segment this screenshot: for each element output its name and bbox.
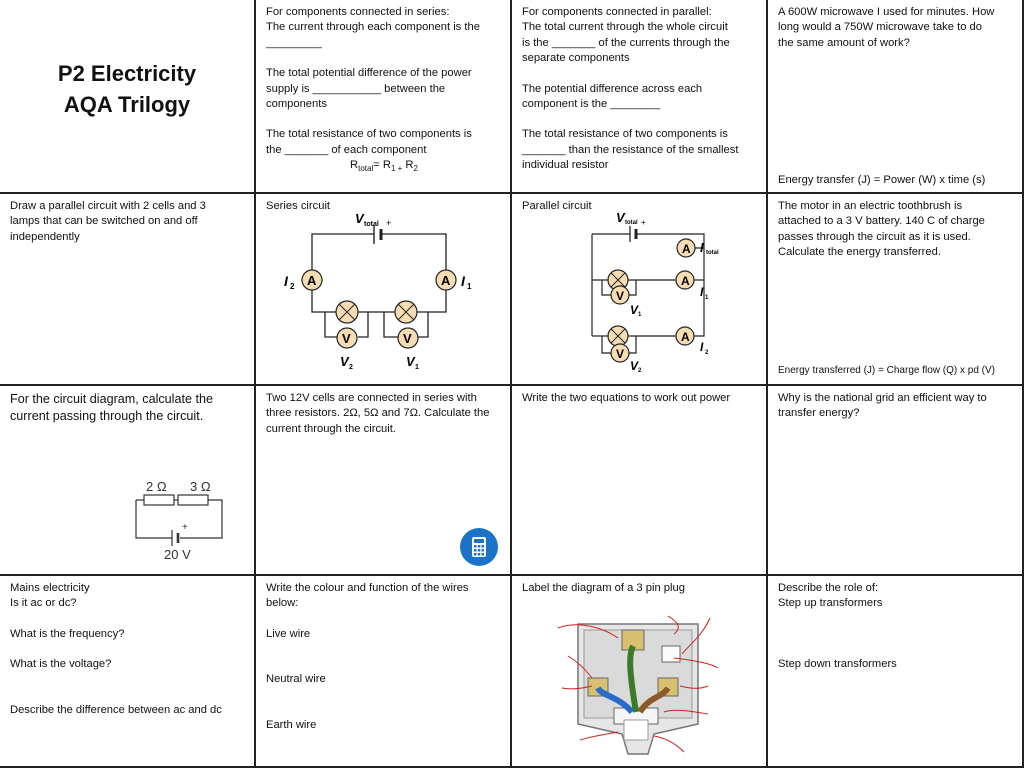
- text-line: transfer energy?: [778, 407, 860, 420]
- text-line: long would a 750W microwave take to do: [778, 21, 982, 34]
- resistor-3-ohm: [178, 495, 208, 505]
- title-cell: [0, 0, 256, 194]
- text-line: _________: [266, 36, 322, 49]
- supply-label: 20 V: [164, 547, 191, 560]
- step-up-label: Step up transformers: [778, 597, 883, 610]
- svg-text:V: V: [616, 347, 625, 361]
- text-line: supply is ___________ between the: [266, 82, 446, 95]
- series-circuit-diagram: [262, 214, 502, 384]
- svg-text:V: V: [403, 331, 412, 346]
- text-line: Write the two equations to work out power: [522, 392, 731, 404]
- lamp-1: [336, 301, 358, 323]
- mains-cell: [0, 576, 256, 768]
- svg-text:A: A: [307, 273, 317, 288]
- lamp-branch-2: [608, 326, 628, 346]
- text-line: lamps that can be switched on and off: [10, 215, 198, 228]
- voltmeter-2: [398, 328, 418, 348]
- text-line: Calculate the energy transferred.: [778, 246, 941, 259]
- svg-text:+: +: [182, 522, 188, 533]
- text-line: separate components: [522, 52, 630, 65]
- svg-text:total: total: [706, 250, 719, 256]
- text-line: _______ than the resistance of the smallest: [522, 143, 739, 156]
- svg-text:A: A: [682, 242, 691, 256]
- v2-label: V: [340, 354, 349, 369]
- text-line: The motor in an electric toothbrush is: [778, 200, 963, 212]
- parallel-circuit-diagram: [518, 208, 758, 378]
- text-line: passes through the circuit as it is used.: [778, 230, 971, 243]
- text-line: Is it ac or dc?: [10, 597, 77, 610]
- text-line: current passing through the circuit.: [10, 409, 204, 423]
- parallel-circuit-heading: Parallel circuit: [522, 200, 592, 212]
- text-line: The total potential difference of the power: [266, 67, 472, 80]
- transformer-cell: [768, 576, 1024, 768]
- svg-text:1: 1: [415, 364, 419, 371]
- text-line: A 600W microwave I used for minutes. How: [778, 6, 995, 18]
- parallel-facts-cell: [512, 0, 768, 194]
- text-line: Write the colour and function of the wires: [266, 582, 469, 594]
- text-line: The potential difference across each: [522, 82, 703, 95]
- text-line: Draw a parallel circuit with 2 cells and 3: [10, 200, 206, 212]
- text-line: the same amount of work?: [778, 36, 910, 49]
- svg-text:V: V: [630, 303, 639, 317]
- three-pin-plug-diagram: [558, 616, 718, 756]
- text-line: The current through each component is the: [266, 21, 480, 34]
- resistor-circuit-diagram: [124, 480, 234, 560]
- calculator-button[interactable]: [460, 528, 498, 566]
- r1-label: 2 Ω: [146, 480, 167, 494]
- vtotal-label: V: [355, 214, 364, 226]
- ammeter-branch-2: [676, 327, 694, 345]
- svg-text:I: I: [700, 340, 704, 354]
- text-line: For components connected in parallel:: [522, 6, 712, 18]
- ammeter-branch-1: [676, 271, 694, 289]
- wires-cell: [256, 576, 512, 768]
- series-circuit-heading: Series circuit: [266, 200, 331, 212]
- energy-equation: Energy transfer (J) = Power (W) x time (s): [778, 173, 986, 186]
- svg-text:I: I: [700, 285, 704, 299]
- text-line: Mains electricity: [10, 582, 90, 594]
- resistor-2-ohm: [144, 495, 174, 505]
- current-calc-cell: [0, 386, 256, 576]
- vtotal-label: V: [616, 210, 625, 225]
- text-line: The total resistance of two components is: [266, 128, 472, 141]
- text-line: current through the circuit.: [266, 422, 396, 435]
- text-line: is the _______ of the currents through the: [522, 36, 730, 49]
- text-line: components: [266, 98, 327, 111]
- text-line: Describe the difference between ac and dc: [10, 703, 222, 716]
- ammeter-left: [302, 270, 322, 290]
- text-line: the _______ of each component: [266, 143, 427, 156]
- neutral-wire-label: Neutral wire: [266, 673, 326, 686]
- plus-sign: +: [386, 218, 392, 228]
- power-cell: [512, 386, 768, 576]
- svg-text:1: 1: [467, 282, 472, 291]
- text-line: The total resistance of two components is: [522, 128, 728, 141]
- ammeter-right: [436, 270, 456, 290]
- vtotal-sub: total: [364, 221, 379, 228]
- text-line: Why is the national grid an efficient way to: [778, 392, 987, 404]
- svg-text:2: 2: [290, 282, 295, 291]
- text-line: attached to a 3 V battery. 140 C of charge: [778, 215, 985, 228]
- text-line: The total current through the whole circuit: [522, 21, 728, 34]
- charge-equation: Energy transferred (J) = Charge flow (Q) x pd (V): [778, 364, 996, 376]
- parallel-circuit-cell: [512, 194, 768, 386]
- svg-text:2: 2: [705, 350, 709, 356]
- svg-text:1: 1: [705, 295, 709, 301]
- text-line: Two 12V cells are connected in series with: [266, 392, 477, 404]
- page-title: [0, 58, 254, 120]
- r2-label: 3 Ω: [190, 480, 211, 494]
- text-line: below:: [266, 597, 299, 610]
- text-line: Describe the role of:: [778, 582, 879, 594]
- series-facts-cell: [256, 0, 512, 194]
- svg-text:+: +: [641, 218, 646, 227]
- title-line1: P2 Electricity: [57, 61, 197, 86]
- voltmeter-branch-1: [611, 286, 629, 304]
- step-down-label: Step down transformers: [778, 657, 897, 670]
- i1-label: I: [461, 273, 465, 289]
- series-circuit-cell: [256, 194, 512, 386]
- i2-label: I: [284, 273, 288, 289]
- toothbrush-cell: [768, 194, 1024, 386]
- microwave-cell: [768, 0, 1024, 194]
- svg-text:I: I: [700, 240, 704, 255]
- svg-text:A: A: [681, 330, 690, 344]
- v1-label: V: [406, 354, 415, 369]
- twelve-volt-cell: [256, 386, 512, 576]
- resistance-formula: $R_{total}= R_{1 +}$ $R_2$: [350, 159, 418, 174]
- lamp-2: [395, 301, 417, 323]
- cable: [624, 720, 648, 740]
- svg-text:V: V: [630, 359, 639, 373]
- text-line: component is the ________: [522, 98, 661, 111]
- live-wire-label: Live wire: [266, 627, 311, 640]
- voltmeter-branch-2: [611, 344, 629, 362]
- svg-text:total: total: [625, 220, 638, 226]
- text-line: For the circuit diagram, calculate the: [10, 392, 213, 406]
- text-line: What is the frequency?: [10, 627, 125, 640]
- plug-cell: [512, 576, 768, 768]
- calculator-icon: [460, 528, 498, 566]
- svg-text:A: A: [681, 274, 690, 288]
- text-line: What is the voltage?: [10, 658, 112, 671]
- voltmeter-1: [337, 328, 357, 348]
- draw-circuit-cell: [0, 194, 256, 386]
- svg-text:A: A: [441, 273, 451, 288]
- earth-wire-label: Earth wire: [266, 718, 317, 731]
- text-line: Label the diagram of a 3 pin plug: [522, 582, 685, 594]
- svg-text:2: 2: [349, 364, 353, 371]
- ammeter-total: [677, 239, 695, 257]
- text-line: individual resistor: [522, 159, 609, 172]
- svg-text:V: V: [616, 289, 625, 303]
- svg-text:1: 1: [638, 312, 642, 318]
- national-grid-cell: [768, 386, 1024, 576]
- svg-text:2: 2: [638, 368, 642, 374]
- text-line: three resistors. 2Ω, 5Ω and 7Ω. Calculate the: [266, 407, 490, 420]
- fuse: [662, 646, 680, 662]
- title-line2: AQA Trilogy: [63, 92, 191, 117]
- text-line: independently: [10, 230, 80, 243]
- text-line: For components connected in series:: [266, 6, 450, 18]
- svg-text:V: V: [342, 331, 351, 346]
